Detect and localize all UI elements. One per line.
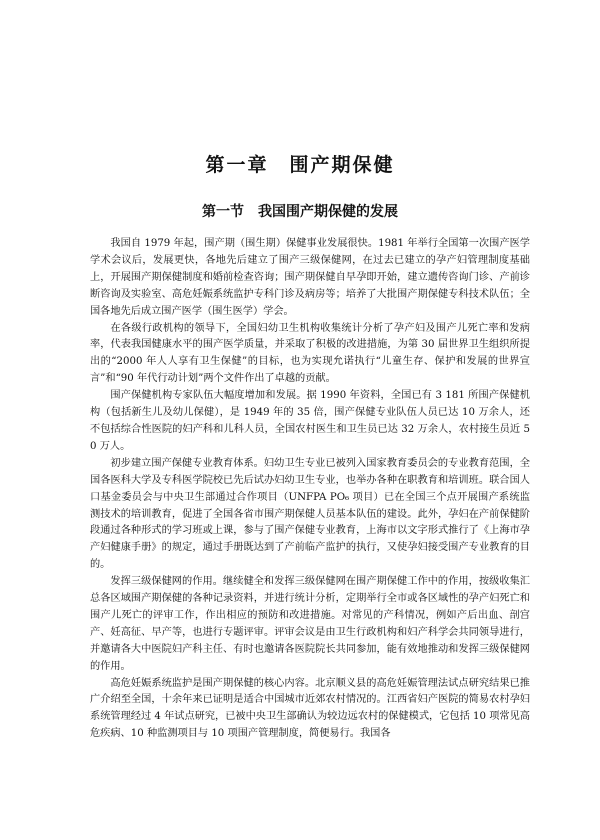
paragraph: 我国自 1979 年起，围产期（围生期）保健事业发展很快。1981 年举行全国第一次围产医学学术会议后，发展更快，各地先后建立了围产三级保健网，在过去已建立的孕产妇管理制度基础上，开展围产期保健制度和婚前检查咨询；围产期保健自早孕即开始，建立遗传咨询门诊、产前诊断咨询及实验室、高危妊娠系统监护专科门诊及病房等；培养了大批围产期保健专科技术队伍；全国各地先后成立围产医学（围生医学）学会。 [90,238,530,317]
paragraph: 在各级行政机构的领导下，全国妇幼卫生机构收集统计分析了孕产妇及围产儿死亡率和发病率，代表我国健康水平的围产医学质量，并采取了积极的改进措施，为第 30 届世界卫生组织所提出的“2000 年人人享有卫生保健”的目标，也为实现允诺执行“儿童生存、保护和发展的世界宣言”和“90 年代行动计划”两个文件作出了卓越的贡献。 [90,322,530,385]
chapter-title: 第一章 围产期保健 [205,154,395,176]
paragraph: 围产保健机构专家队伍大幅度增加和发展。据 1990 年资料，全国已有 3 181 所围产保健机构（包括新生儿及幼儿保健），是 1949 年的 35 倍，围产保健专业队伍人员已达 10 万余人，还不包括综合性医院的妇产科和儿科人员，全国农村医生和卫生员已达 32 万余人，农村接生员近 50 万人。 [90,390,530,452]
paragraph: 初步建立围产保健专业教育体系。妇幼卫生专业已被列入国家教育委员会的专业教育范围，全国各医科大学及专科医学院校已先后试办妇幼卫生专业，也举办各种在职教育和培训班。联合国人口基金委员会与中央卫生部通过合作项目（UNFPA PO₆ 项目）已在全国三个点开展围产系统监测技术的培训教育，促进了全国各省市围产期保健人员基本队伍的建设。此外，孕妇在产前保健阶段通过各种形式的学习班或上课，参与了围产保健专业教育，上海市以文字形式推行了《上海市孕产妇健康手册》的规定，通过手册既达到了产前临产监护的执行，又使孕妇接受围产专业教育的目的。 [90,457,530,571]
paragraph: 发挥三级保健网的作用。继续健全和发挥三级保健网在围产期保健工作中的作用，按级收集汇总各区域围产期保健的各种记录资料，并进行统计分析，定期举行全市或各区域性的孕产妇死亡和围产儿死亡的评审工作，作出相应的预防和改进措施。对常见的产科情况，例如产后出血、剖宫产、妊高征、早产等，也进行专题评审。评审会议是由卫生行政机构和妇产科学会共同领导进行，并邀请各大中医院妇产科主任、有时也邀请各医院院长共同参加，能有效地推动和发挥三级保健网的作用。 [90,576,530,672]
paragraph: 高危妊娠系统监护是围产期保健的核心内容。北京顺义县的高危妊娠管理法试点研究结果已推广介绍至全国，十余年来已证明是适合中国城市近郊农村情况的。江西省妇产医院的简易农村孕妇系统管理经过 4 年试点研究，已被中央卫生部确认为较边远农村的保健模式，它包括 10 项常见高危疾病、10 种监测项目与 10 项围产管理制度，简便易行。我国各 [90,677,530,740]
body-text [90,236,530,743]
section-title: 第一节 我国围产期保健的发展 [202,204,398,220]
